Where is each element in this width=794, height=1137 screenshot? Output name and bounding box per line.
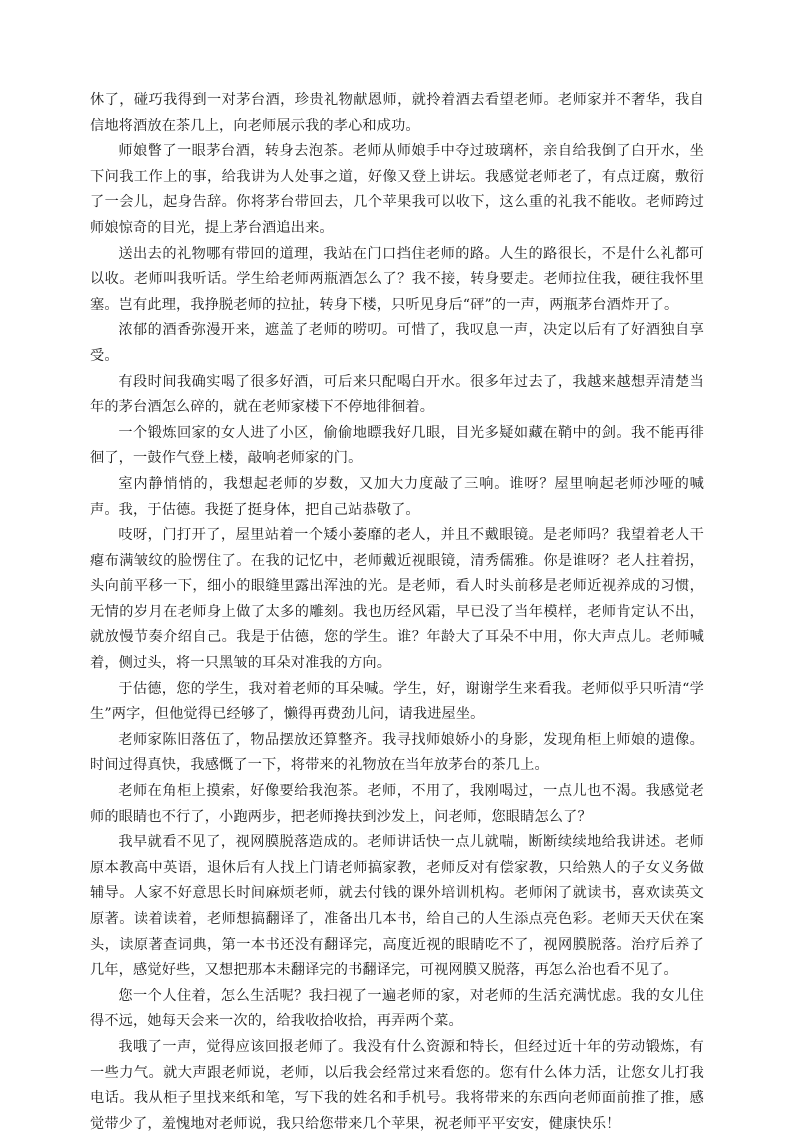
paragraph-12: 我早就看不见了，视网膜脱落造成的。老师讲话快一点儿就喘，断断续续地给我讲述。老师原本教高中英语，退休后有人找上门请老师搞家教，老师反对有偿家教，只给熟人的子女义务做辅导。人家不好意思长时间麻烦老师，就去付钱的课外培训机构。老师闲了就读书，喜欢读英文原著。读着读着，老师想搞翻译了，准备出几本书，给自己的人生添点亮色彩。老师天天伏在案头，读原著查词典，第一本书还没有翻译完，高度近视的眼睛吃不了，视网膜脱落。治疗后养了几年，感觉好些，又想把那本未翻译完的书翻译完，可视网膜又脱落，再怎么治也看不见了。 xyxy=(90,834,704,979)
paragraph-14: 我哦了一声，觉得应该回报老师了。我没有什么资源和特长，但经过近十年的劳动锻炼，有一些力气。就大声跟老师说，老师，以后我会经常过来看您的。您有什么体力活，让您女儿打我电话。我从柜子里找来纸和笔，写下我的姓名和手机号。我将带来的东西向老师面前推了推，感觉带少了，羞愧地对老师说，我只给您带来几个苹果，祝老师平平安安，健康快乐！ xyxy=(90,1038,704,1132)
paragraph-13: 您一个人住着，怎么生活呢？我扫视了一遍老师的家，对老师的生活充满忧虑。我的女儿住得不远，她每天会来一次的，给我收拾收拾，再弄两个菜。 xyxy=(90,987,704,1030)
story-text xyxy=(90,88,704,1137)
paragraph-8: 吱呀，门打开了，屋里站着一个矮小萎靡的老人，并且不戴眼镜。是老师吗？我望着老人干瘪布满皱纹的脸愣住了。在我的记忆中，老师戴近视眼镜，清秀儒雅。你是谁呀？老人拄着拐，头向前平移一下，细小的眼缝里露出浑浊的光。是老师，看人时头前移是老师近视养成的习惯，无情的岁月在老师身上做了太多的雕刻。我也历经风霜，早已没了当年模样，老师肯定认不出，就放慢节奏介绍自己。我是于估德，您的学生。谁？年龄大了耳朵不中用，你大声点儿。老师喊着，侧过头，将一只黑皱的耳朵对准我的方向。 xyxy=(90,527,704,672)
paragraph-9: 于估德，您的学生，我对着老师的耳朵喊。学生，好，谢谢学生来看我。老师似乎只听清“学生”两字，但他觉得已经够了，懒得再费劲儿问，请我进屋坐。 xyxy=(90,680,704,723)
paragraph-2: 师娘瞥了一眼茅台酒，转身去泡茶。老师从师娘手中夺过玻璃杯，亲自给我倒了白开水，坐下问我工作上的事，给我讲为人处事之道，好像又登上讲坛。我感觉老师老了，有点迂腐，敷衍了一会儿，起身告辞。你将茅台带回去，几个苹果我可以收下，这么重的礼我不能收。老师跨过师娘惊奇的目光，提上茅台酒追出来。 xyxy=(90,143,704,236)
paragraph-11: 老师在角柜上摸索，好像要给我泡茶。老师，不用了，我刚喝过，一点儿也不渴。我感觉老师的眼睛也不行了，小跑两步，把老师搀扶到沙发上，问老师，您眼睛怎么了？ xyxy=(90,783,704,825)
paragraph-7: 室内静悄悄的，我想起老师的岁数，又加大力度敲了三响。谁呀？屋里响起老师沙哑的喊声。我，于估德。我挺了挺身体，把自己站恭敬了。 xyxy=(90,475,704,518)
paragraph-4: 浓郁的酒香弥漫开来，遮盖了老师的唠叨。可惜了，我叹息一声，决定以后有了好酒独自享受。 xyxy=(90,322,704,364)
paragraph-1: 休了，碰巧我得到一对茅台酒，珍贵礼物献恩师，就拎着酒去看望老师。老师家并不奢华，我自信地将酒放在茶几上，向老师展示我的孝心和成功。 xyxy=(90,92,704,134)
paragraph-10: 老师家陈旧落伍了，物品摆放还算整齐。我寻找师娘娇小的身影，发现角柜上师娘的遗像。时间过得真快，我感慨了一下，将带来的礼物放在当年放茅台的茶几上。 xyxy=(90,731,704,774)
paragraph-6: 一个锻炼回家的女人进了小区，偷偷地瞟我好几眼，目光多疑如藏在鞘中的剑。我不能再徘徊了，一鼓作气登上楼，敲响老师家的门。 xyxy=(90,424,704,467)
paragraph-5: 有段时间我确实喝了很多好酒，可后来只配喝白开水。很多年过去了，我越来越想弄清楚当年的茅台酒怎么碎的，就在老师家楼下不停地徘徊着。 xyxy=(90,373,704,416)
paragraph-3: 送出去的礼物哪有带回的道理，我站在门口挡住老师的路。人生的路很长，不是什么礼都可以收。老师叫我听话。学生给老师两瓶酒怎么了？我不接，转身要走。老师拉住我，硬往我怀里塞。岂有此理，我挣脱老师的拉扯，转身下楼，只听见身后“砰”的一声，两瓶茅台酒炸开了。 xyxy=(90,245,704,313)
